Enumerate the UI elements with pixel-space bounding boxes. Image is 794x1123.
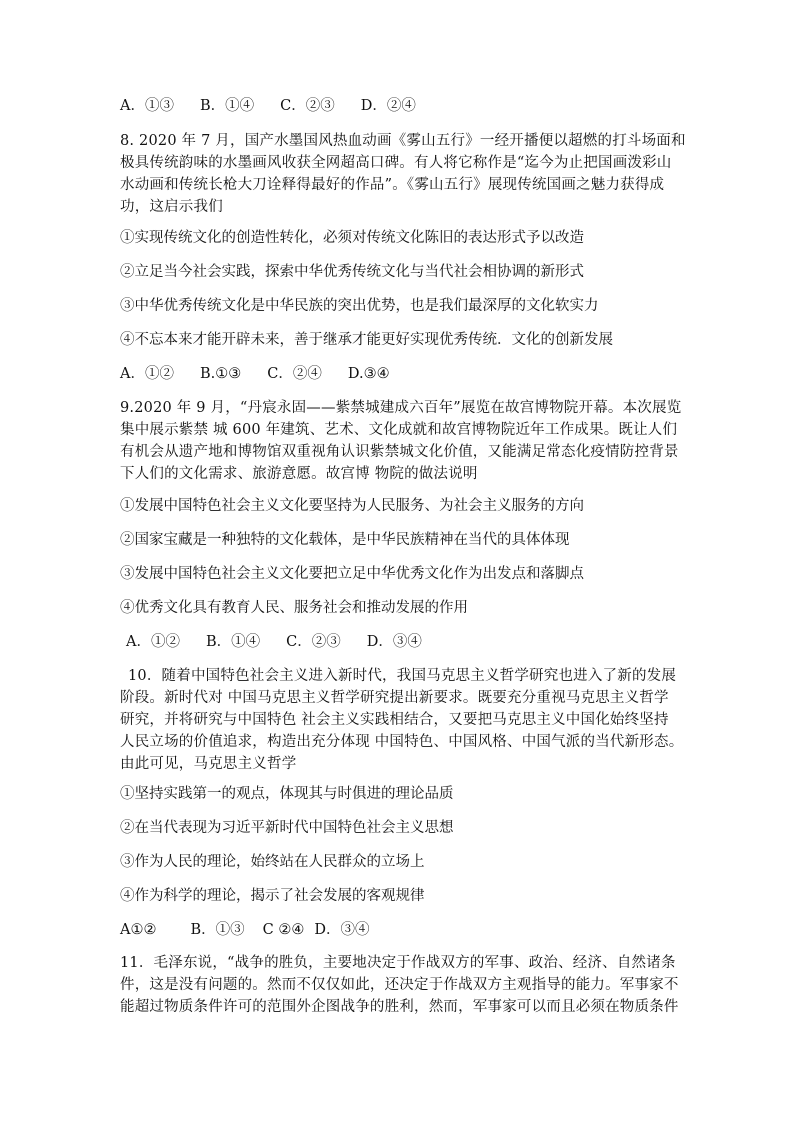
q9-option-d: D．③④ [366, 634, 422, 650]
q7-option-b: B．①④ [199, 98, 255, 114]
q10-options [120, 920, 395, 940]
q10-option-a: A①② [120, 922, 157, 938]
q8-option-b: B.①③ [199, 366, 242, 382]
q8-item-4: ④不忘本来才能开辟未来，善于继承才能更好实现优秀传统．文化的创新发展 [120, 332, 613, 348]
q9-item-2: ②国家宝藏是一种独特的文化载体，是中华民族精神在当代的具体体现 [120, 532, 570, 548]
q10-stem: 10．随着中国特色社会主义进入新时代，我国马克思主义哲学研究也进入了新的发展 阶段。新时代对 中国马克思主义哲学研究提出新要求。既要充分重视马克思主义哲学 研究，并将研究与中国特色 社会主义实践相结合，又要把马克思主义中国化始终坚持 人民立场的价值追求，构造出充分体现 中国特色、中国风格、中国气派的当代新形态。 由此可见，马克思主义哲学 [120, 668, 684, 772]
q8-item-2: ②立足当今社会实践，探索中华优秀传统文化与当代社会相协调的新形式 [120, 264, 584, 280]
q10-option-c: C ②④ [262, 922, 305, 938]
q8-option-d: D.③④ [347, 366, 390, 382]
q10-item-4: ④作为科学的理论，揭示了社会发展的客观规律 [120, 888, 425, 904]
q11-stem: 11．毛泽东说，“战争的胜负，主要地决定于作战双方的军事、政治、经济、自然诸条 件，这是没有问题的。然而不仅仅如此，还决定于作战双方主观指导的能力。军事家不 能超过物质条件许可的范围外企图战争的胜利，然而，军事家可以而且必须在物质条件 [120, 955, 679, 1015]
q10-option-d: D．③④ [314, 922, 370, 938]
q7-option-c: C．②③ [280, 98, 335, 114]
q9-stem: 9.2020 年 9 月，“丹宸永固——紫禁城建成六百年”展览在故宫博物院开幕。本次展览 集中展示紫禁 城 600 年建筑、艺术、文化成就和故宫博物院近年工作成果。既让人们 有机会从遗产地和博物馆双重视角认识紫禁城文化价值，又能满足常态化疫情防控背景 下人们的文化需求、旅游意愿。故宫博 物院的做法说明 [120, 400, 682, 482]
q9-option-c: C．②③ [286, 634, 341, 650]
q10-option-b: B．①③ [190, 922, 245, 938]
q8-option-a: A．①② [120, 366, 174, 382]
q10-item-2: ②在当代表现为习近平新时代中国特色社会主义思想 [120, 820, 454, 836]
q8-stem: 8. 2020 年 7 月，国产水墨国风热血动画《雾山五行》一经开播便以超燃的打斗场面和 极具传统韵味的水墨画风收获全网超高口碑。有人将它称作是“迄今为止把国画泼彩山 水动画和传统长枪大刀诠释得最好的作品”。《雾山五行》展现传统国画之魅力获得成 功，这启示我们 [120, 133, 686, 215]
q9-option-a: A．①② [126, 634, 180, 650]
q8-item-1: ①实现传统文化的创造性转化，必须对传统文化陈旧的表达形式予以改造 [120, 230, 584, 246]
q7-options [120, 96, 442, 116]
q9-item-1: ①发展中国特色社会主义文化要坚持为人民服务、为社会主义服务的方向 [120, 498, 584, 514]
q9-item-4: ④优秀文化具有教育人民、服务社会和推动发展的作用 [120, 600, 468, 616]
q7-option-a: A．①③ [120, 98, 174, 114]
q7-option-d: D．②④ [360, 98, 416, 114]
q8-option-c: C．②④ [267, 366, 322, 382]
q9-item-3: ③发展中国特色社会主义文化要把立足中华优秀文化作为出发点和落脚点 [120, 566, 584, 582]
q10-item-1: ①坚持实践第一的观点，体现其与时俱进的理论品质 [120, 786, 454, 802]
q9-option-b: B．①④ [205, 634, 261, 650]
q8-item-3: ③中华优秀传统文化是中华民族的突出优势，也是我们最深厚的文化软实力 [120, 298, 599, 314]
q8-options [120, 364, 416, 384]
q9-options [126, 632, 448, 652]
q10-item-3: ③作为人民的理论，始终站在人民群众的立场上 [120, 854, 425, 870]
